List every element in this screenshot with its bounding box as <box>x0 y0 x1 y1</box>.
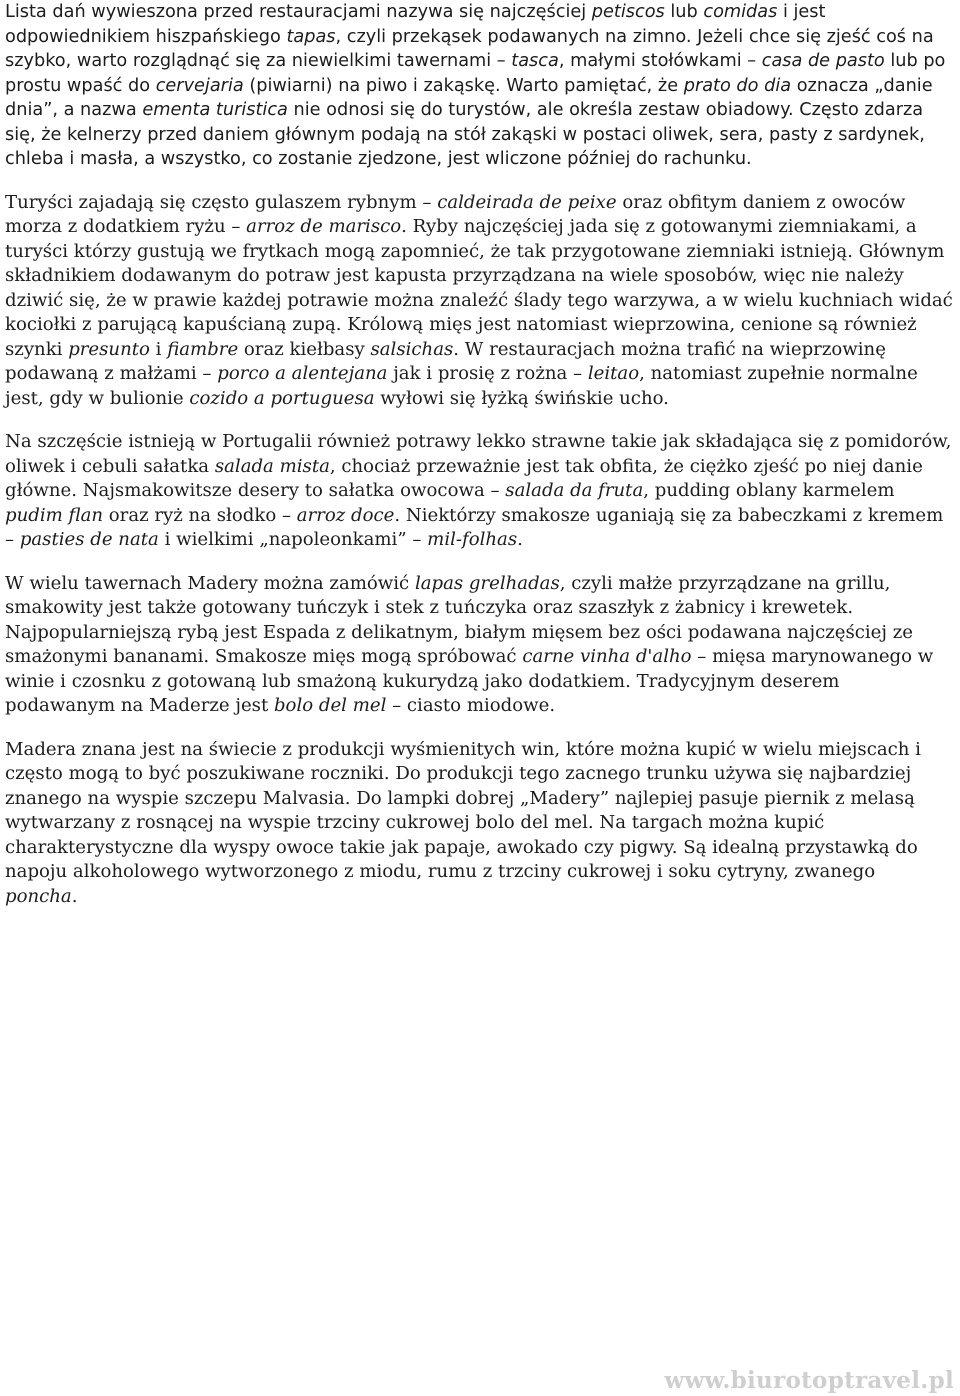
text-run: , małymi stołówkami – <box>558 51 762 71</box>
text-run: , czyli małże przyrządzane na grillu, smakowity jest także gotowany tuńczyk i stek z tuńczyka oraz szaszłyk z żabnicy i krewetek. Najpopularniejszą rybą jest Espada z delikatnym, białym mięsem bez ości podawana najczęściej ze smażonymi bananami. Smakosze mięs mogą spróbować <box>5 572 913 667</box>
italic-term: pudim flan <box>5 504 104 526</box>
text-run: Lista dań wywieszona przed restauracjami nazywa się najczęściej <box>5 2 592 22</box>
text-run: i wielkimi „napoleonkami” – <box>158 529 428 550</box>
text-run: . W restauracjach można trafić na wieprzowinę podawaną z małżami – <box>5 338 886 384</box>
italic-term: ementa turistica <box>142 100 288 120</box>
text-run: Madera znana jest na świecie z produkcji wyśmienitych win, które można kupić w wielu miejscach i często mogą to być poszukiwane roczniki. Do produkcji tego zacnego trunku używa się najbardziej znanego na wyspie szczepu Malvasia. Do lampki dobrej „Madery” najlepiej pasuje piernik z melasą wytwarzany z rosnącej na wyspie trzciny cukrowej bolo del mel. Na targach można kupić charakterystyczne dla wyspy owoce takie jak papaje, awokado czy pigwy. Są idealną przystawką do napoju alkoholowego wytworzonego z miodu, rumu z trzciny cukrowej i soku cytryny, zwanego <box>5 738 921 882</box>
italic-term: mil-folhas <box>427 529 518 550</box>
text-run: W wielu tawernach Madery można zamówić <box>5 572 415 594</box>
text-run: . Ryby najczęściej jada się z gotowanymi ziemniakami, a turyści którzy gustują we frytkach mogą zapomnieć, że tak przygotowane ziemniaki istnieją. Głównym składnikiem dodawanym do potraw jest kapusta przyrządzana na wiele sposobów, więc nie należy dziwić się, że w prawie każdej potrawie można znaleźć ślady tego warzywa, a w wielu kuchniach widać kociołki z parującą kapuścianą zupą. Królową mięs jest natomiast wieprzowina, cenione są również szynki <box>5 216 953 360</box>
document-page <box>5 0 953 928</box>
italic-term: arroz doce <box>296 504 395 526</box>
text-run: nie odnosi się do turystów, ale określa zestaw obiadowy. <box>287 100 800 120</box>
text-run: oraz ryż na słodko – <box>103 504 297 526</box>
text-run: – mięsa marynowanego w winie i czosnku z gotowaną lub smażoną kukurydzą jako dodatkiem. Tradycyjnym deserem podawanym na Maderze jest <box>5 646 934 716</box>
footer-website-url: www.biurotoptravel.pl <box>664 1367 954 1394</box>
text-run: lub <box>664 2 704 22</box>
italic-term: fiambre <box>167 338 239 360</box>
text-run: , chociaż przeważnie jest tak obfita, że ciężko zjeść po niej danie główne. Najsmakowitsze desery to sałatka owocowa – <box>5 455 923 501</box>
paragraph-madeira-taverns <box>5 572 953 719</box>
text-run: lub po prostu wpaść do <box>5 51 946 96</box>
text-run: wyłowi się łyżką świńskie ucho. <box>374 387 669 409</box>
italic-term: cervejaria <box>155 75 244 96</box>
paragraph-menu-names <box>5 0 953 172</box>
italic-term: carne vinha d'alho <box>522 646 692 667</box>
italic-term: lapas grelhadas <box>414 572 560 594</box>
italic-term: presunto <box>68 338 150 360</box>
text-run: oznacza „danie dnia”, a nazwa <box>5 75 933 120</box>
text-run: (piwiarni) na piwo i zakąskę. Warto pamiętać, że <box>243 75 684 96</box>
italic-term: tapas <box>286 26 336 47</box>
text-run: oraz kiełbasy <box>238 338 371 360</box>
text-run: . Niektórzy smakosze uganiają się za babeczkami z kremem – <box>5 504 944 550</box>
text-run: – ciasto miodowe. <box>386 695 556 716</box>
italic-term: pasties de nata <box>19 529 159 550</box>
paragraph-fish-and-meat <box>5 191 953 412</box>
text-run: Turyści zajadają się często gulaszem rybnym – <box>5 191 438 213</box>
text-run: i jest odpowiednikiem hiszpańskiego <box>5 2 826 47</box>
text-run: oraz obfitym daniem z owoców morza z dodatkiem ryżu – <box>5 191 906 237</box>
italic-term: arroz de marisco <box>246 216 402 237</box>
italic-term: salada da fruta <box>505 480 644 501</box>
italic-term: salada mista <box>214 455 330 477</box>
italic-term: caldeirada de peixe <box>437 191 617 213</box>
italic-term: leitao <box>587 363 640 384</box>
text-run: Często zdarza się, że kelnerzy przed daniem głównym podają na stół zakąski w postaci oliwek, sera, pasty z sardynek, chleba i masła, a wszystko, co zostanie zjedzone, jest wliczone później do rachunku. <box>5 100 925 169</box>
text-run: . <box>517 529 523 550</box>
text-run: jak i prosię z rożna – <box>387 363 588 384</box>
italic-term: petiscos <box>591 2 665 22</box>
italic-term: prato do dia <box>683 75 792 96</box>
italic-term: poncha <box>5 885 72 907</box>
text-run: . <box>71 885 78 907</box>
text-run: , natomiast zupełnie normalne jest, gdy w bulionie <box>5 363 918 409</box>
text-run: , czyli przekąsek podawanych na zimno. Jeżeli chce się zjeść coś na szybko, warto rozglądnąć się za niewielkimi tawernami – <box>5 26 934 71</box>
italic-term: tasca <box>511 51 559 71</box>
italic-term: cozido a portuguesa <box>189 387 375 409</box>
italic-term: casa de pasto <box>761 51 885 71</box>
text-run: Na szczęście istnieją w Portugalii również potrawy lekko strawne takie jak składająca się z pomidorów, oliwek i cebuli sałatka <box>5 431 952 477</box>
paragraph-madeira-wine <box>5 738 953 910</box>
paragraph-light-dishes-desserts <box>5 430 953 553</box>
italic-term: comidas <box>703 2 778 22</box>
text-run: , pudding oblany karmelem <box>643 480 895 501</box>
italic-term: porco a alentejana <box>217 363 388 384</box>
text-run: i <box>149 338 168 360</box>
italic-term: bolo del mel <box>273 695 387 716</box>
italic-term: salsichas <box>370 338 454 360</box>
